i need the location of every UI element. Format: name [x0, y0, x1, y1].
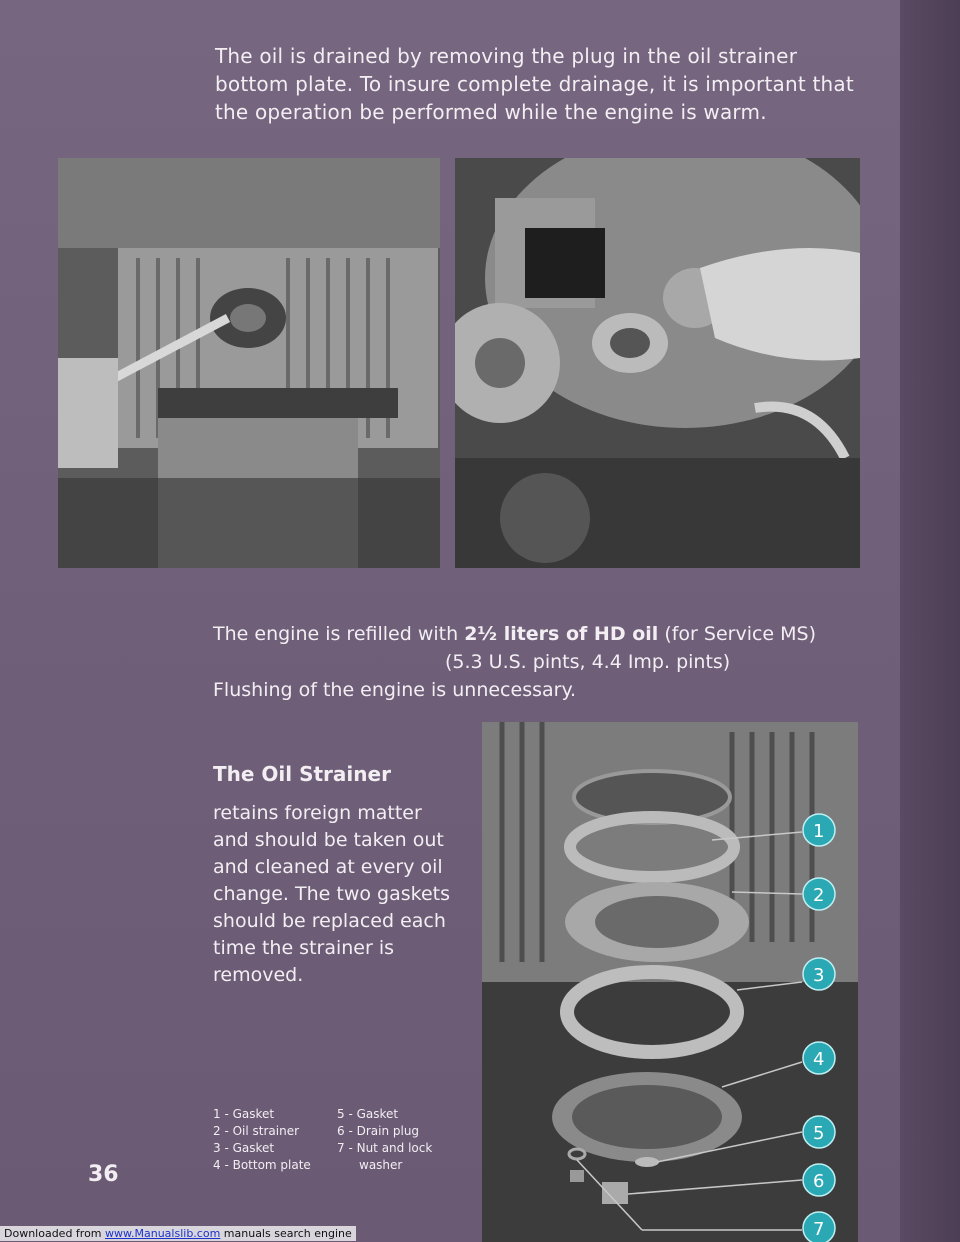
legend-item: 7 - Nut and lock [337, 1141, 433, 1155]
badge-label-5: 5 [813, 1123, 825, 1144]
photo-oil-strainer-exploded [482, 722, 858, 1242]
callout-badge-5 [803, 1116, 835, 1148]
refill-suffix: (for Service MS) [658, 623, 817, 645]
callout-badge-4 [803, 1042, 835, 1074]
legend-item: 3 - Gasket [213, 1141, 275, 1155]
legend-item: 2 - Oil strainer [213, 1124, 300, 1138]
parts-legend [213, 1106, 473, 1174]
callout-badge-2 [803, 878, 835, 910]
badge-label-7: 7 [813, 1219, 825, 1240]
legend-item: 4 - Bottom plate [213, 1158, 311, 1172]
badge-label-3: 3 [813, 965, 825, 986]
legend-item: 6 - Drain plug [337, 1124, 420, 1138]
callout-badge-7 [803, 1212, 835, 1242]
legend-item: 1 - Gasket [213, 1107, 275, 1121]
callout-badge-1 [803, 814, 835, 846]
photo-oil-drain-wrench [58, 158, 440, 568]
intro-paragraph: The oil is drained by removing the plug in the oil strainer bottom plate. To insure complete drainage, it is important that the operation be performed while the engine is warm. [215, 44, 854, 124]
manualslib-link[interactable]: www.Manualslib.com [105, 1227, 221, 1240]
section-paragraph: retains foreign matter and should be taken out and cleaned at every oil change. The two gaskets should be replaced each time the strainer is removed. [213, 802, 450, 986]
refill-prefix: The engine is refilled with [213, 623, 465, 645]
badge-label-6: 6 [813, 1171, 825, 1192]
legend-item: washer [359, 1158, 403, 1172]
refill-conversions: (5.3 U.S. pints, 4.4 Imp. pints) [445, 651, 731, 673]
badge-label-4: 4 [813, 1049, 825, 1070]
flushing-note: Flushing of the engine is unnecessary. [213, 679, 577, 701]
section-heading: The Oil Strainer [213, 762, 391, 786]
page-number: 36 [88, 1162, 119, 1187]
badge-label-2: 2 [813, 885, 825, 906]
footer-prefix: Downloaded from [4, 1227, 106, 1240]
page-edge-shadow [900, 0, 960, 1242]
legend-item: 5 - Gasket [337, 1107, 399, 1121]
callout-badge-3 [803, 958, 835, 990]
footer-suffix: manuals search engine [220, 1227, 352, 1240]
oil-quantity: 2½ liters of HD oil [464, 623, 659, 645]
photo-oil-filler-cap [455, 158, 860, 568]
refill-instructions [213, 620, 863, 704]
download-footer [0, 1226, 356, 1241]
badge-label-1: 1 [813, 821, 825, 842]
callout-badge-6 [803, 1164, 835, 1196]
